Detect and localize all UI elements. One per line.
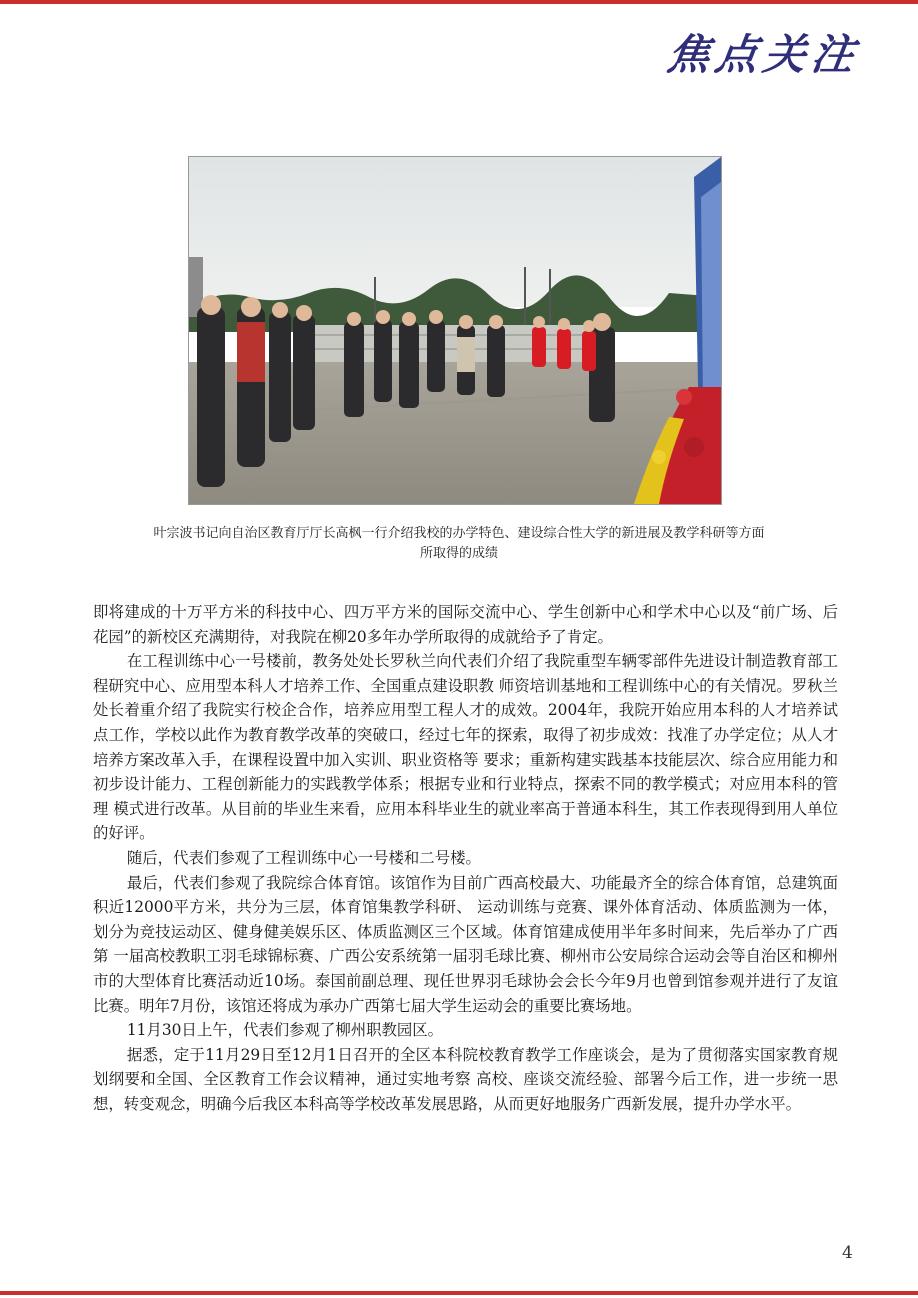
event-photo xyxy=(188,156,722,505)
section-title: 焦点关注 xyxy=(664,30,864,79)
top-rule xyxy=(0,0,918,4)
article-body xyxy=(93,600,838,1116)
paragraph-5: 11月30日上午，代表们参观了柳州职教园区。 xyxy=(126,1021,444,1040)
paragraph-2: 在工程训练中心一号楼前，教务处处长罗秋兰向代表们介绍了我院重型车辆零部件先进设计制造教育部工程研究中心、应用型本科人才培养工作、全国重点建设职教 师资培训基地和工程训练中心的有关情况。罗秋兰处长着重介绍了我院实行校企合作，培养应用型工程人才的成效。2004年，我院开始应用本科的人才培养试点工作，学校以此作为教育教学改革的突破口，经过七年的探索，取得了初步成效：找准了办学定位；从人才培养方案改革入手，在课程设置中加入实训、职业资格等 要求；重新构建实践基本技能层次、综合应用能力和初步设计能力、工程创新能力的实践教学体系；根据专业和行业特点，探索不同的教学模式；对应用本科的管理 模式进行改革。从目前的毕业生来看，应用本科毕业生的就业率高于普通本科生，其工作表现得到用人单位的好评。 xyxy=(93,652,838,843)
page-number: 4 xyxy=(842,1243,853,1263)
paragraph-6: 据悉，定于11月29日至12月1日召开的全区本科院校教育教学工作座谈会，是为了贯彻落实国家教育规划纲要和全国、全区教育工作会议精神，通过实地考察 高校、座谈交流经验、部署今后工作，进一步统一思想，转变观念，明确今后我区本科高等学校改革发展思路，从而更好地服务广西新发展，提升办学水平。 xyxy=(93,1045,838,1113)
figure-caption: 叶宗波书记向自治区教育厅厅长高枫一行介绍我校的办学特色、建设综合性大学的新进展及教学科研等方面所取得的成绩 xyxy=(153,526,765,561)
paragraph-4: 最后，代表们参观了我院综合体育馆。该馆作为目前广西高校最大、功能最齐全的综合体育馆，总建筑面积近12000平方米，共分为三层，体育馆集教学科研、 运动训练与竞赛、课外体育活动、体质监测为一体，划分为竞技运动区、健身健美娱乐区、体质监测区三个区域。体育馆建成使用半年多时间来，先后举办了广西第 一届高校教职工羽毛球锦标赛、广西公安系统第一届羽毛球比赛、柳州市公安局综合运动会等自治区和柳州市的大型体育比赛活动近10场。泰国前副总理、现任世界羽毛球协会会长今年9月也曾到馆参观并进行了友谊比赛。明年7月份，该馆还将成为承办广西第七届大学生运动会的重要比赛场地。 xyxy=(93,873,838,1015)
paragraph-1: 即将建成的十万平方米的科技中心、四万平方米的国际交流中心、学生创新中心和学术中心以及“前广场、后花园”的新校区充满期待，对我院在柳20多年办学所取得的成就给予了肯定。 xyxy=(93,603,838,646)
paragraph-3: 随后，代表们参观了工程训练中心一号楼和二号楼。 xyxy=(126,848,481,867)
bottom-rule xyxy=(0,1291,918,1295)
